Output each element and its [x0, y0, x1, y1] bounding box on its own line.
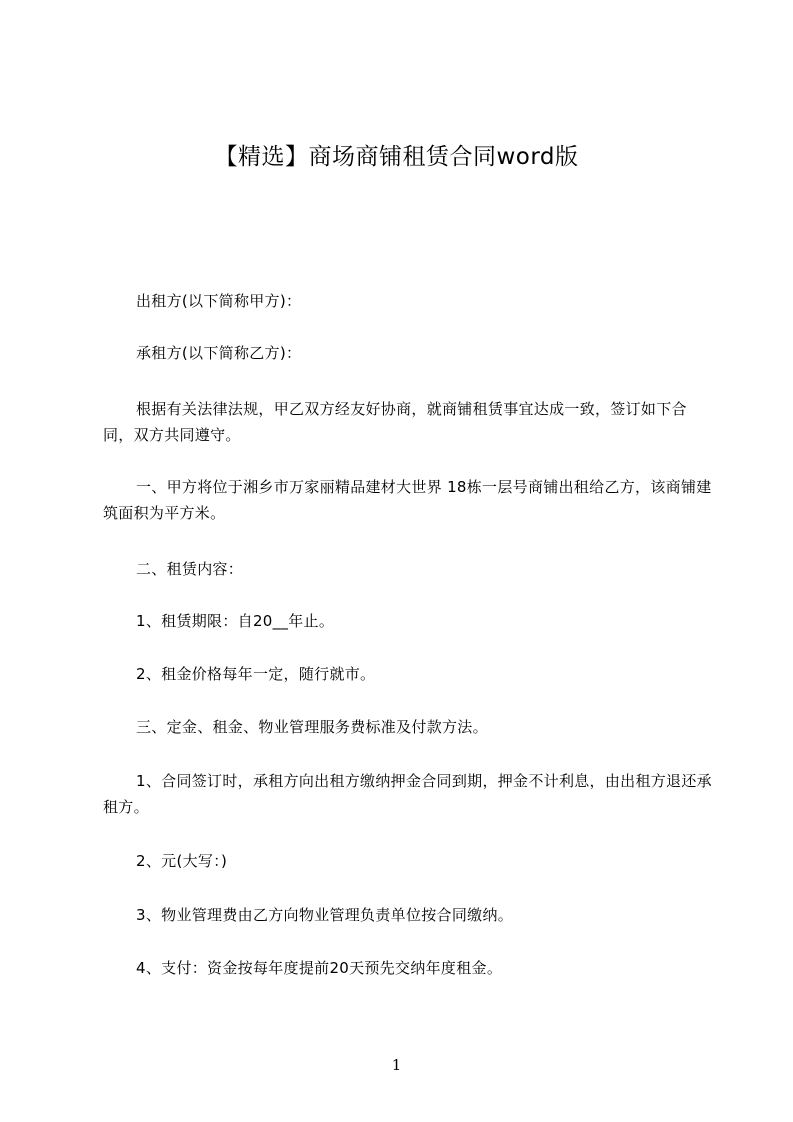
lessee-line: 承租方(以下简称乙方)： — [136, 344, 302, 362]
clause-3-item-1: 1、合同签订时，承租方向出租方缴纳押金合同到期，押金不计利息，由出租方退还承租方。 — [103, 772, 712, 816]
preamble-paragraph: 根据有关法律法规，甲乙双方经友好协商，就商铺租赁事宜达成一致，签订如下合同，双方共同遵守。 — [103, 400, 687, 444]
clause-2-item-1: 1、租赁期限：自20__年止。 — [136, 612, 335, 630]
lessor-line: 出租方(以下简称甲方)： — [136, 292, 302, 310]
clause-3-heading: 三、定金、租金、物业管理服务费标准及付款方法。 — [136, 718, 488, 736]
clause-3-item-3: 3、物业管理费由乙方向物业管理负责单位按合同缴纳。 — [136, 906, 514, 924]
clause-3-item-4: 4、支付：资金按每年度提前20天预先交纳年度租金。 — [136, 959, 503, 977]
page-number: 1 — [391, 1056, 402, 1074]
clause-2-item-2: 2、租金价格每年一定，随行就市。 — [136, 665, 376, 683]
document-title: 【精选】商场商铺租赁合同word版 — [214, 144, 579, 170]
clause-1-paragraph: 一、甲方将位于湘乡市万家丽精品建材大世界 18栋一层号商铺出租给乙方，该商铺建筑面积为平方米。 — [103, 478, 712, 522]
clause-3-item-2: 2、元(大写：) — [136, 852, 228, 870]
clause-2-heading: 二、租赁内容： — [136, 560, 244, 578]
